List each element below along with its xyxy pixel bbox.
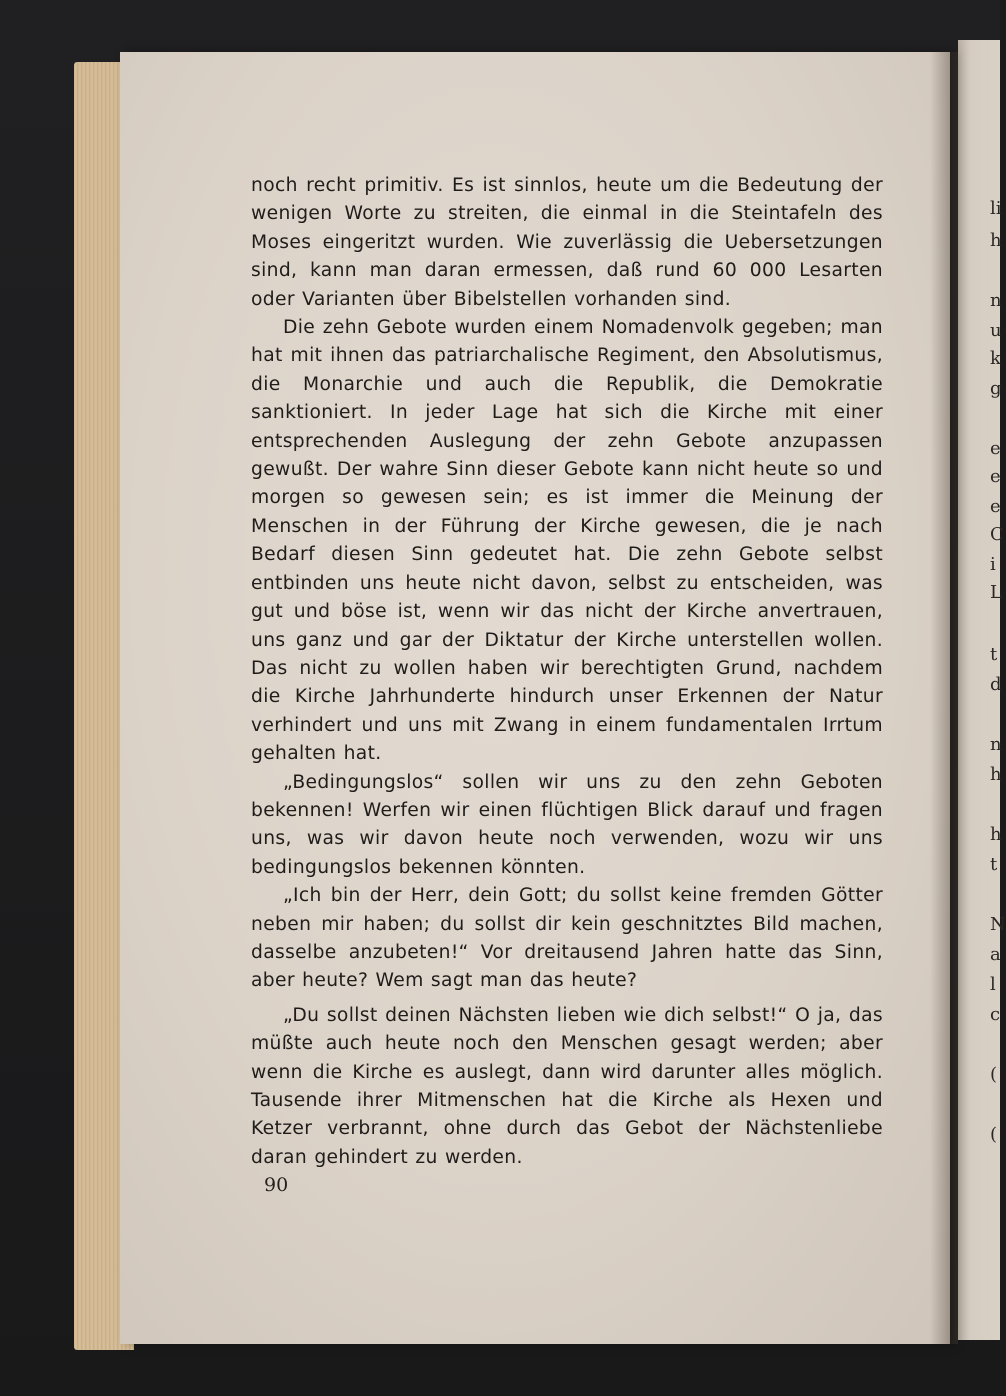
facing-page-letter: d (990, 674, 1002, 695)
facing-page-letter: a (990, 944, 1001, 965)
facing-page-letter: i (990, 554, 996, 575)
facing-page-letter: c (990, 1004, 1001, 1025)
facing-page-letter: ( (990, 1064, 998, 1085)
facing-page-letter: e (990, 466, 1001, 487)
facing-page-letter: L (990, 582, 1002, 603)
paragraph-3: „Bedingungslos“ sollen wir uns zu den zehn Geboten bekennen! Werfen wir einen flüchtigen Blick darauf und fragen uns, was wir davon heute noch verwenden, wozu wir uns bedingungslos bekennen könnten. (251, 771, 883, 878)
facing-page-letter: h (990, 230, 1002, 251)
facing-page-letter: h (990, 764, 1002, 785)
facing-page-letter: C (990, 524, 1004, 545)
facing-page-letter: u (990, 320, 1002, 341)
page-number: 90 (264, 1174, 289, 1196)
facing-page-letter: e (990, 496, 1001, 517)
facing-page-letter: l (990, 974, 996, 995)
page-body-text (251, 172, 883, 1172)
facing-page-letter: li (990, 198, 1002, 219)
book-gutter (930, 52, 958, 1344)
paragraph-5: „Du sollst deinen Nächsten lieben wie dich selbst!“ O ja, das müßte auch heute noch den Menschen gesagt werden; aber wenn die Kirche es auslegt, dann wird darunter alles möglich. Tausende ihrer Mitmenschen hat die Kirche als Hexen und Ketzer verbrannt, ohne durch das Gebot der Nächstenliebe daran gehindert zu werden. (251, 1004, 883, 1168)
facing-page-letter: ( (990, 1124, 998, 1145)
facing-page-letter: e (990, 438, 1001, 459)
facing-page-letter: t (990, 854, 998, 875)
facing-page-letter: N (990, 914, 1006, 935)
paragraph-2: Die zehn Gebote wurden einem Nomadenvolk gegeben; man hat mit ihnen das patriarchalische Regiment, den Absolutismus, die Monarchie und auch die Republik, die Demokratie sanktioniert. In jeder Lage hat sich die Kirche mit einer entsprechenden Auslegung der zehn Gebote anzupassen gewußt. Der wahre Sinn dieser Gebote kann nicht heute so und morgen so gewesen sein; es ist immer die Meinung der Menschen in der Führung der Kirche gewesen, die je nach Bedarf diesen Sinn gedeutet hat. Die zehn Gebote selbst entbinden uns heute nicht davon, selbst zu entscheiden, was gut und böse ist, wenn wir das nicht der Kirche anvertrauen, uns ganz und gar der Diktatur der Kirche unterstellen wollen. Das nicht zu wollen haben wir berechtigten Grund, nachdem die Kirche Jahrhunderte hindurch unser Erkennen der Natur verhindert und uns mit Zwang in einem fundamentalen Irrtum gehalten hat. (251, 317, 883, 765)
facing-page-letter: g (990, 378, 1002, 399)
facing-page-letter: k (990, 348, 1001, 369)
facing-page-letter: t (990, 644, 998, 665)
facing-page-letter: h (990, 824, 1002, 845)
facing-page-letter: n (990, 290, 1002, 311)
facing-page-letter: n (990, 734, 1002, 755)
paragraph-4: „Ich bin der Herr, dein Gott; du sollst keine fremden Götter neben mir haben; du sollst dir kein geschnitztes Bild machen, dasselbe anzubeten!“ Vor dreitausend Jahren hatte das Sinn, aber heute? Wem sagt man das heute? (251, 885, 883, 992)
paragraph-1: noch recht primitiv. Es ist sinnlos, heute um die Bedeutung der wenigen Worte zu streiten, die einmal in die Steintafeln des Moses eingeritzt wurden. Wie zuverlässig die Uebersetzungen sind, kann man daran ermessen, daß rund 60 000 Lesarten oder Varianten über Bibelstellen vorhanden sind. (251, 175, 883, 310)
